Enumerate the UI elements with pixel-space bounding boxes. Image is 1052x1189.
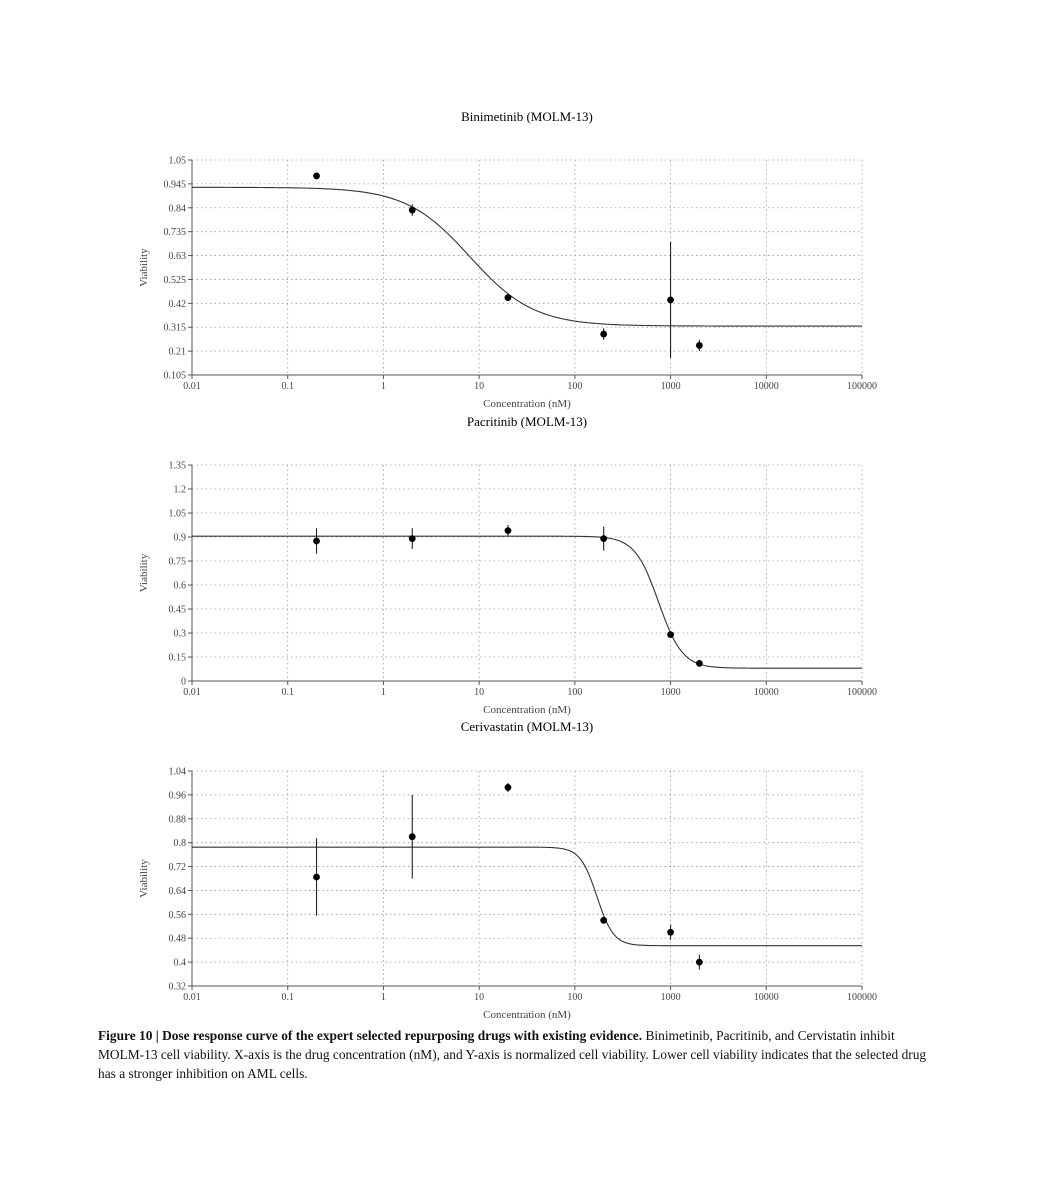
fit-curve (192, 536, 862, 668)
x-tick-label: 1 (380, 381, 386, 392)
y-tick-label: 0.88 (168, 814, 186, 826)
y-tick-label: 0.525 (163, 274, 186, 286)
x-tick-label: 0.01 (183, 992, 201, 1003)
y-tick-label: 0 (181, 676, 186, 688)
y-tick-label: 0.72 (168, 862, 186, 874)
x-tick-label: 1000 (660, 992, 681, 1003)
data-point (505, 294, 512, 301)
y-tick-label: 0.105 (163, 370, 186, 382)
data-point (409, 535, 416, 542)
y-tick-label: 0.15 (168, 652, 186, 664)
y-tick-label: 0.96 (168, 790, 186, 802)
x-axis-label: Concentration (nM) (483, 1009, 571, 1020)
y-axis-label: Viability (138, 553, 150, 593)
x-axis-label: Concentration (nM) (483, 704, 571, 716)
y-tick-label: 0.42 (168, 298, 186, 310)
y-tick-label: 1.35 (168, 460, 186, 472)
x-tick-label: 100000 (847, 687, 877, 698)
x-tick-label: 10000 (753, 992, 779, 1003)
x-tick-label: 0.01 (183, 381, 201, 392)
data-point (505, 527, 512, 534)
x-tick-label: 10000 (753, 381, 779, 392)
x-tick-label: 0.1 (281, 381, 294, 392)
y-tick-label: 1.05 (168, 508, 186, 520)
x-tick-label: 100 (567, 992, 583, 1003)
y-tick-label: 0.3 (173, 628, 186, 640)
figure-caption (98, 1026, 938, 1083)
y-axis-label: Viability (138, 248, 150, 287)
data-point (696, 959, 703, 966)
y-tick-label: 1.05 (168, 155, 186, 167)
x-tick-label: 0.1 (281, 687, 294, 698)
x-tick-label: 1 (380, 992, 386, 1003)
y-tick-label: 0.21 (168, 346, 186, 358)
x-tick-label: 100 (567, 381, 583, 392)
y-tick-label: 0.75 (168, 556, 186, 568)
x-tick-label: 0.01 (183, 687, 201, 698)
chart-title: Pacritinib (MOLM-13) (466, 414, 588, 429)
y-tick-label: 0.84 (168, 203, 186, 215)
data-point (667, 297, 674, 304)
data-point (667, 631, 674, 638)
y-tick-label: 0.32 (168, 981, 186, 993)
data-point (409, 833, 416, 840)
y-tick-label: 0.945 (163, 179, 186, 191)
y-tick-label: 0.4 (173, 957, 186, 969)
fit-curve (192, 847, 862, 946)
y-tick-label: 1.2 (173, 484, 186, 496)
caption-bold: Figure 10 | Dose response curve of the expert selected repurposing drugs with existing evidence. (98, 1028, 643, 1043)
y-tick-label: 1.04 (168, 766, 186, 778)
chart-title: Cerivastatin (MOLM-13) (460, 719, 594, 734)
data-point (313, 874, 320, 881)
data-point (600, 917, 607, 924)
x-tick-label: 10 (474, 992, 485, 1003)
chart-panel-1 (138, 109, 877, 410)
y-tick-label: 0.6 (173, 580, 186, 592)
y-axis-label: Viability (138, 859, 150, 898)
x-tick-label: 100000 (847, 992, 877, 1003)
y-tick-label: 0.9 (173, 532, 186, 544)
x-tick-label: 100 (567, 687, 583, 698)
x-tick-label: 10 (474, 381, 485, 392)
y-tick-label: 0.64 (168, 885, 186, 897)
x-tick-label: 10000 (753, 687, 779, 698)
x-axis-label: Concentration (nM) (483, 398, 571, 410)
x-tick-label: 100000 (847, 381, 877, 392)
chart-panel-2 (138, 414, 877, 716)
x-tick-label: 1 (380, 687, 386, 698)
data-point (600, 331, 607, 338)
y-tick-label: 0.56 (168, 909, 186, 921)
data-point (696, 660, 703, 667)
caption-text: Binimetinib, Pacritinib, and Cervistatin inhibit MOLM-13 cell viability. X-axis is the drug concentration (nM), and Y-axis is normalized cell viability. Lower cell viability indicates that the selected drug has a stronger inhibition on AML cells. (98, 1028, 927, 1081)
x-tick-label: 1000 (660, 381, 681, 392)
x-tick-label: 0.1 (281, 992, 294, 1003)
x-tick-label: 1000 (660, 687, 681, 698)
y-tick-label: 0.48 (168, 933, 186, 945)
y-tick-label: 0.8 (173, 838, 186, 850)
data-point (409, 207, 416, 214)
data-point (667, 929, 674, 936)
x-tick-label: 10 (474, 687, 485, 698)
data-point (696, 342, 703, 349)
y-tick-label: 0.315 (163, 322, 186, 334)
data-point (313, 173, 320, 180)
data-point (313, 538, 320, 545)
chart-panel-3 (138, 719, 877, 1020)
data-point (600, 535, 607, 542)
y-tick-label: 0.45 (168, 604, 186, 616)
y-tick-label: 0.735 (163, 227, 186, 239)
chart-title: Binimetinib (MOLM-13) (461, 109, 593, 124)
data-point (505, 784, 512, 791)
y-tick-label: 0.63 (168, 251, 186, 263)
